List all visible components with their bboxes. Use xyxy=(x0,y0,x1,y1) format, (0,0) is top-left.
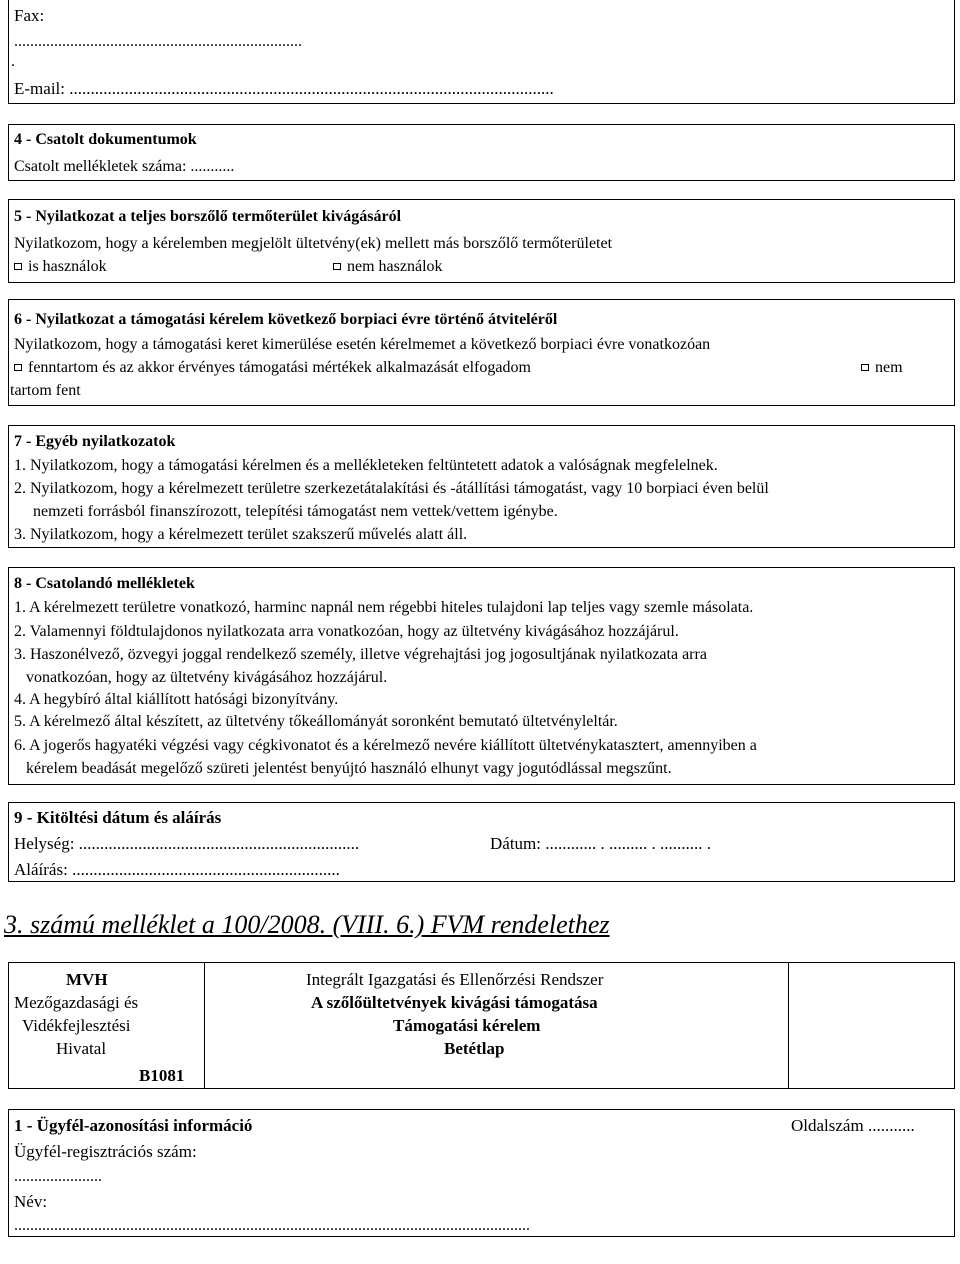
email-field[interactable]: E-mail: .................................................................................................................. xyxy=(14,79,554,98)
client-reg-field[interactable]: ...................... xyxy=(14,1168,102,1185)
checkbox-icon[interactable] xyxy=(861,364,869,371)
option-nem-tartom-fent[interactable] xyxy=(861,358,903,378)
subject-title: A szőlőültetvények kivágási támogatása xyxy=(311,993,598,1012)
attachment-1: 1. A kérelmezett területre vonatkozó, harminc napnál nem régebbi hiteles tulajdoni lap teljes vagy szemle másolata. xyxy=(14,599,754,616)
attachment-5: 5. A kérelmező által készített, az ültetvény tőkeállományát soronként bemutató ültetvényleltár. xyxy=(14,713,618,730)
option-continuation: tartom fent xyxy=(10,382,81,399)
section-6-title: 6 - Nyilatkozat a támogatási kérelem következő borpiaci évre történő átviteléről xyxy=(14,311,558,328)
name-field[interactable]: ................................................................................................................................. xyxy=(14,1217,530,1234)
section-6-text: Nyilatkozom, hogy a támogatási keret kimerülése esetén kérelmemet a következő borpiaci évre vonatkozóan xyxy=(14,336,711,353)
section-8-title: 8 - Csatolandó mellékletek xyxy=(14,575,195,592)
signature-field[interactable]: Aláírás: ............................................................... xyxy=(14,860,340,879)
attachment-4: 4. A hegybíró által kiállított hatósági bizonyítvány. xyxy=(14,691,339,708)
fax-field[interactable]: ........................................................................ xyxy=(14,33,302,50)
agency-acronym: MVH xyxy=(66,970,108,989)
header-divider-left xyxy=(204,962,205,1089)
statement-2: 2. Nyilatkozom, hogy a kérelmezett területre szerkezetátalakítási és -átállítási támogatást, vagy 10 borpiaci éven belül xyxy=(14,480,769,497)
statement-1: 1. Nyilatkozom, hogy a támogatási kérelmen és a mellékleteken feltüntetett adatok a valóságnak megfelelnek. xyxy=(14,457,718,474)
option-label: is használok xyxy=(28,258,107,275)
statement-3: 3. Nyilatkozom, hogy a kérelmezett terület szakszerű művelés alatt áll. xyxy=(14,526,468,543)
section-7-title: 7 - Egyéb nyilatkozatok xyxy=(14,433,176,450)
attachment-3-cont: vonatkozóan, hogy az ültetvény kivágásához hozzájárul. xyxy=(26,669,388,686)
attachment-6: 6. A jogerős hagyatéki végzési vagy cégkivonatot és a kérelmező nevére kiállított ültetvénykatasztert, amennyiben a xyxy=(14,737,757,754)
agency-name-1: Mezőgazdasági és xyxy=(14,993,139,1012)
checkbox-icon[interactable] xyxy=(14,263,22,270)
option-is-hasznalok[interactable] xyxy=(14,257,107,277)
annex-title: 3. számú melléklet a 100/2008. (VIII. 6.) FVM rendelethez xyxy=(4,910,610,939)
attachment-6-cont: kérelem beadását megelőző szüreti jelentést benyújtó használó elhunyt vagy jogutódlással megszűnt. xyxy=(26,760,672,777)
option-label: nem xyxy=(875,359,903,376)
checkbox-icon[interactable] xyxy=(333,263,341,270)
date-field[interactable]: Dátum: ............ . ......... . .......... . xyxy=(490,834,711,853)
section-1-title: 1 - Ügyfél-azonosítási információ xyxy=(14,1116,253,1135)
system-name: Integrált Igazgatási és Ellenőrzési Rendszer xyxy=(306,970,604,989)
attachment-2: 2. Valamennyi földtulajdonos nyilatkozata arra vonatkozóan, hogy az ültetvény kivágásához hozzájárul. xyxy=(14,623,679,640)
agency-name-3: Hivatal xyxy=(56,1039,107,1058)
option-nem-hasznalok[interactable] xyxy=(333,257,443,277)
sheet-title: Betétlap xyxy=(444,1039,505,1058)
option-fenntartom[interactable] xyxy=(14,358,531,378)
name-label: Név: xyxy=(14,1192,48,1211)
agency-name-2: Vidékfejlesztési xyxy=(22,1016,131,1035)
form-code: B1081 xyxy=(139,1066,185,1085)
section-5-text: Nyilatkozom, hogy a kérelemben megjelölt ültetvény(ek) mellett más borszőlő termőterületet xyxy=(14,235,613,252)
attachment-3: 3. Haszonélvező, özvegyi joggal rendelkező személy, illetve végrehajtási jog jogosultjának nyilatkozata arra xyxy=(14,646,707,663)
header-divider-right xyxy=(788,962,789,1089)
client-reg-label: Ügyfél-regisztrációs szám: xyxy=(14,1142,197,1161)
form-title: Támogatási kérelem xyxy=(393,1016,541,1035)
statement-2-cont: nemzeti forrásból finanszírozott, telepítési támogatást nem vettek/vettem igénybe. xyxy=(33,503,558,520)
place-field[interactable]: Helység: .................................................................. xyxy=(14,834,360,853)
section-9-title: 9 - Kitöltési dátum és aláírás xyxy=(14,808,222,827)
option-label: nem használok xyxy=(347,258,443,275)
section-4-title: 4 - Csatolt dokumentumok xyxy=(14,131,197,148)
option-label: fenntartom és az akkor érvényes támogatási mértékek alkalmazását elfogadom xyxy=(28,359,531,376)
fax-label: Fax: xyxy=(14,6,45,25)
section-5-title: 5 - Nyilatkozat a teljes borszőlő termőterület kivágásáról xyxy=(14,208,402,225)
attachments-count[interactable]: Csatolt mellékletek száma: ........... xyxy=(14,158,235,175)
period-mark: . xyxy=(11,53,15,70)
checkbox-icon[interactable] xyxy=(14,364,22,371)
page-number-field[interactable]: Oldalszám ........... xyxy=(791,1116,915,1135)
